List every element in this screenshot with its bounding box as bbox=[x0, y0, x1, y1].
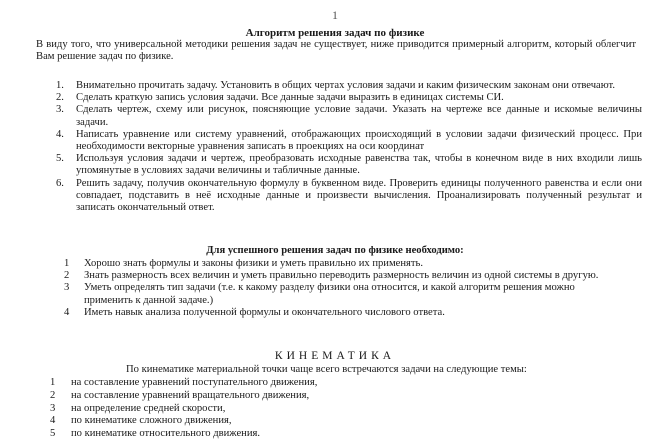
page-title: Алгоритм решения задач по физике bbox=[245, 27, 425, 39]
step-text: Решить задачу, получив окончательную формулу в буквенном виде. Проверить единицы полученного равенства и если они совпадает, подставить в неё исходные данные и произвести вычисления. Проанализировать полученный результат и записать окончательный ответ. bbox=[76, 177, 642, 214]
step-text: Написать уравнение или систему уравнений, отображающих происходящий в условии задачи физический процесс. При необходимости векторные уравнения записать в проекциях на оси координат bbox=[76, 128, 642, 153]
topic-text: на составление уравнений поступательного движения, bbox=[71, 377, 318, 388]
requirements-list bbox=[64, 258, 624, 319]
topic-text: по кинематике сложного движения, bbox=[71, 415, 232, 427]
list-item bbox=[64, 282, 624, 306]
requirement-number: 2 bbox=[64, 270, 70, 282]
topic-number: 3 bbox=[50, 402, 56, 414]
kinematics-topics-list bbox=[50, 377, 550, 441]
kinematics-heading: КИНЕМАТИКА bbox=[274, 350, 396, 362]
step-text: Сделать чертеж, схему или рисунок, поясняющие условие задачи. Указать на чертеже все данные и искомые величины задачи. bbox=[76, 104, 642, 128]
list-item bbox=[56, 178, 642, 215]
requirement-text: Знать размерность всех величин и уметь правильно переводить размерность величин из одной системы в другую. bbox=[84, 270, 599, 282]
requirement-text: Хорошо знать формулы и законы физики и уметь правильно их применять. bbox=[84, 258, 424, 269]
topic-text: на определение средней скорости, bbox=[71, 402, 226, 414]
list-item bbox=[56, 104, 642, 128]
requirement-text: Иметь навык анализа полученной формулы и окончательного числового ответа. bbox=[84, 306, 445, 318]
topic-number: 2 bbox=[50, 389, 56, 401]
requirement-text: Уметь определять тип задачи (т.е. к какому разделу физики она относится, и какой алгоритм решения можно применить к данной задаче.) bbox=[84, 282, 575, 306]
topic-text: по кинематике относительного движения. bbox=[71, 428, 261, 440]
topic-text: на составление уравнений вращательного движения, bbox=[71, 389, 310, 401]
kinematics-intro: По кинематике материальной точки чаще всего встречаются задачи на следующие темы: bbox=[126, 364, 527, 375]
step-number: 2. bbox=[56, 92, 64, 104]
list-item bbox=[64, 270, 624, 282]
step-text: Используя условия задачи и чертеж, преобразовать исходные равенства так, чтобы в конечном виде в них входили лишь упомянутые в условиях задачи величины и табличные данные. bbox=[76, 153, 642, 177]
list-item bbox=[56, 80, 642, 92]
requirement-number: 1 bbox=[64, 258, 70, 269]
algorithm-steps-list bbox=[56, 80, 642, 214]
list-item bbox=[64, 258, 624, 270]
intro-paragraph: В виду того, что универсальной методики решения задач не существует, ниже приводится примерный алгоритм, который облегчит Вам решение задач по физике. bbox=[36, 39, 636, 63]
topic-number: 5 bbox=[50, 428, 56, 440]
list-item bbox=[50, 377, 550, 390]
list-item bbox=[50, 403, 550, 416]
list-item bbox=[64, 307, 624, 319]
requirements-heading: Для успешного решения задач по физике необходимо: bbox=[206, 245, 464, 256]
topic-number: 4 bbox=[50, 415, 56, 427]
requirement-number: 4 bbox=[64, 306, 70, 318]
step-number: 4. bbox=[56, 128, 64, 140]
list-item bbox=[56, 92, 642, 104]
topic-number: 1 bbox=[50, 377, 56, 388]
page-number: 1 bbox=[332, 8, 338, 22]
requirement-number: 3 bbox=[64, 282, 70, 294]
step-number: 6. bbox=[56, 177, 64, 189]
step-number: 3. bbox=[56, 104, 64, 116]
list-item bbox=[50, 390, 550, 403]
list-item bbox=[56, 153, 642, 177]
list-item bbox=[50, 428, 550, 441]
step-text: Сделать краткую запись условия задачи. Все данные задачи выразить в единицах системы СИ. bbox=[76, 92, 504, 104]
step-number: 5. bbox=[56, 153, 64, 165]
step-number: 1. bbox=[56, 80, 64, 91]
list-item bbox=[56, 129, 642, 153]
step-text: Внимательно прочитать задачу. Установить в общих чертах условия задачи и каким физическим законам они отвечают. bbox=[76, 80, 616, 91]
list-item bbox=[50, 415, 550, 428]
